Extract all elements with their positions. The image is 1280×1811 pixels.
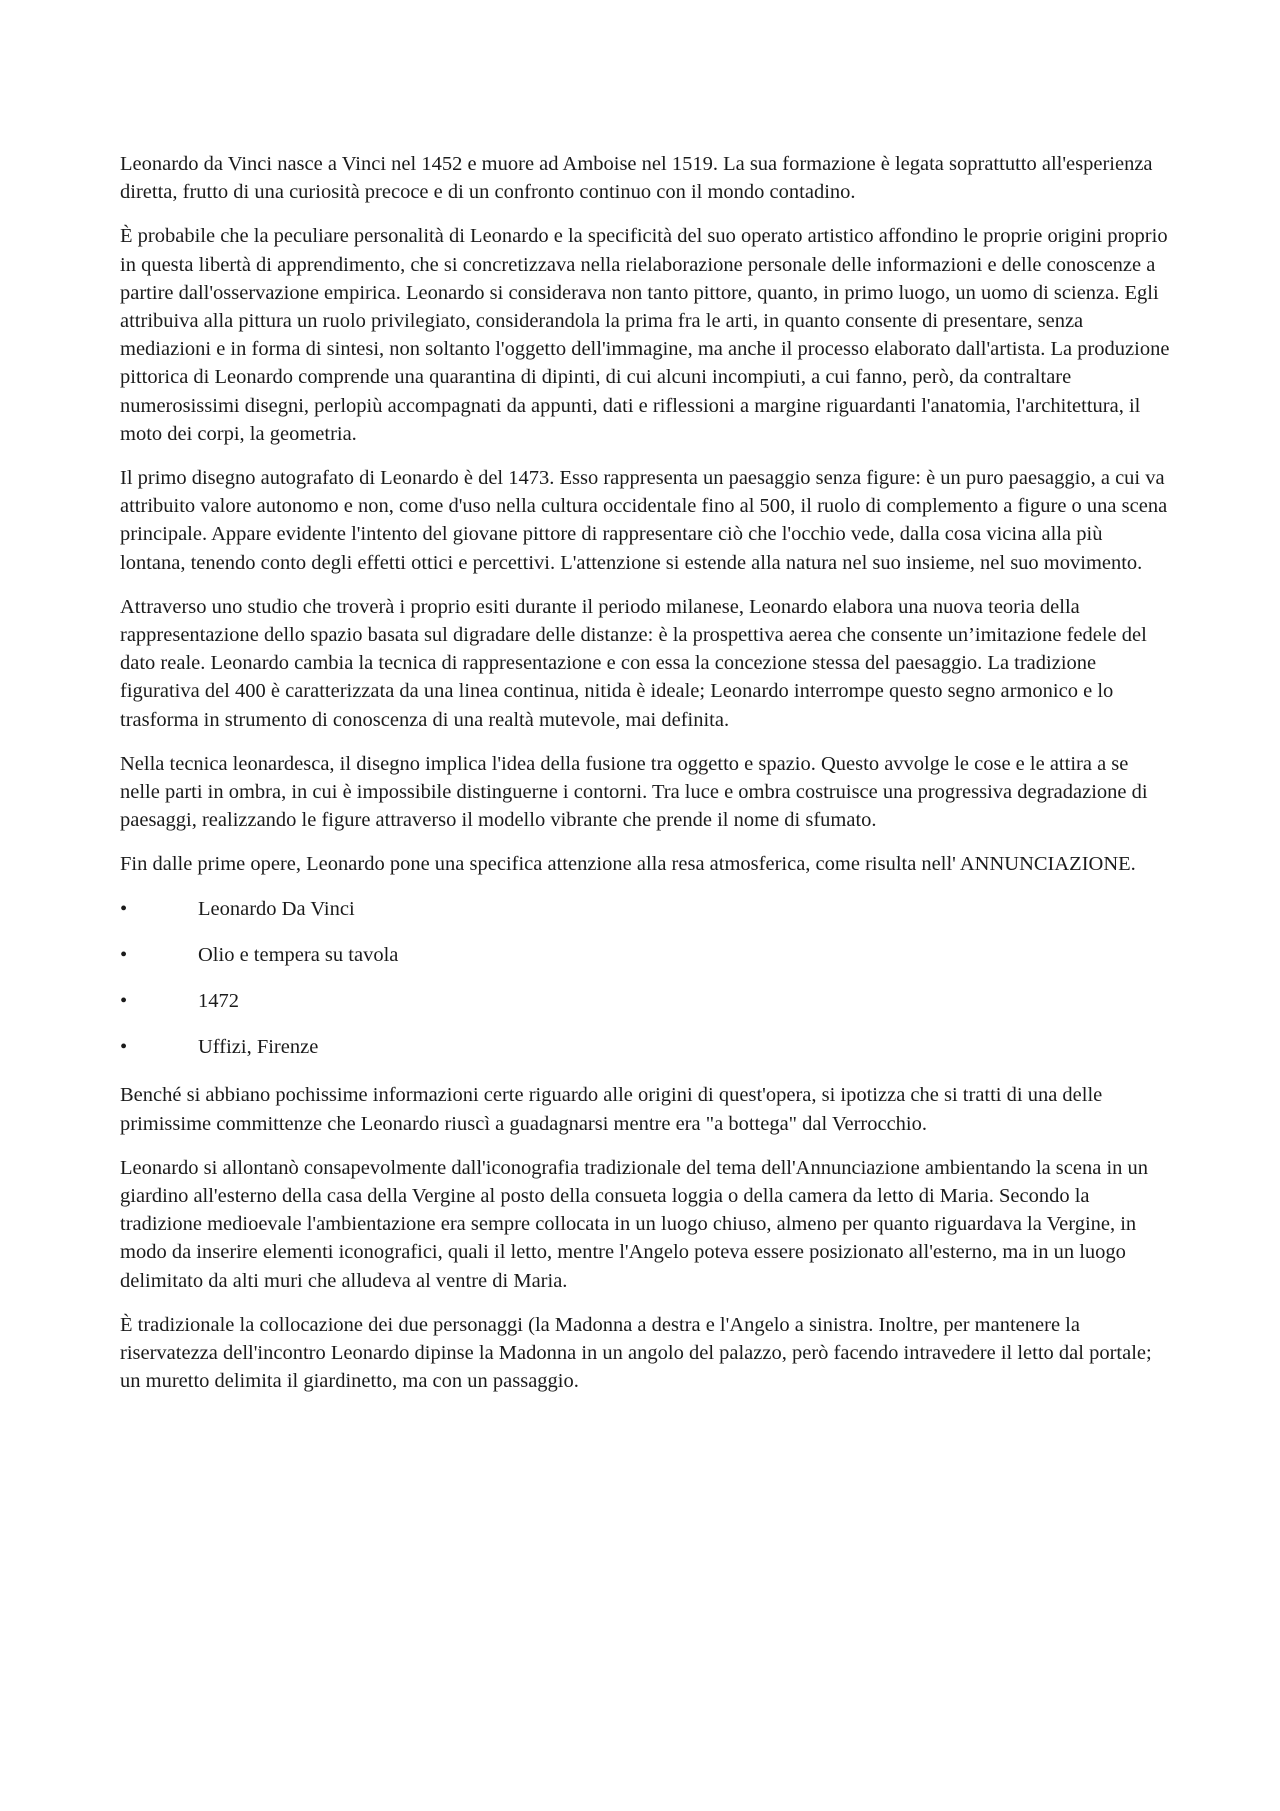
list-item-technique xyxy=(120,941,1170,969)
paragraph-first-drawing: Il primo disegno autografato di Leonardo è del 1473. Esso rappresenta un paesaggio senza figure: è un puro paesaggio, a cui va attribuito valore autonomo e non, come d'uso nella cultura occidentale fino al 500, il ruolo di complemento a figure o una scena principale. Appare evidente l'intento del giovane pittore di rappresentare ciò che l'occhio vede, dalla cosa vicina alla più lontana, tenendo conto degli effetti ottici e percettivi. L'attenzione si estende alla natura nel suo insieme, nel suo movimento. xyxy=(120,467,1168,574)
list-item-text: 1472 xyxy=(198,990,239,1013)
paragraph-sfumato: Nella tecnica leonardesca, il disegno implica l'idea della fusione tra oggetto e spazio. Questo avvolge le cose e le attira a se nelle parti in ombra, in cui è impossibile distinguerne i contorni. Tra luce e ombra costruisce una progressiva degradazione di paesaggi, realizzando le figure attraverso il modello vibrante che prende il nome di sfumato. xyxy=(120,752,1148,832)
list-item-text: Olio e tempera su tavola xyxy=(198,943,399,966)
paragraph-intro: Leonardo da Vinci nasce a Vinci nel 1452 e muore ad Amboise nel 1519. La sua formazione è legata soprattutto all'esperienza diretta, frutto di una curiosità precoce e di un confronto continuo con il mondo contadino. xyxy=(120,153,1153,204)
list-item-author xyxy=(120,895,1170,923)
paragraph-iconography: Leonardo si allontanò consapevolmente dall'iconografia tradizionale del tema dell'Annunciazione ambientando la scena in un giardino all'esterno della casa della Vergine al posto della consueta loggia o della camera da letto di Maria. Secondo la tradizione medioevale l'ambientazione era sempre collocata in un luogo chiuso, almeno per quanto riguardava la Vergine, in modo da inserire elementi iconografici, quali il letto, mentre l'Angelo poteva essere posizionato all'esterno, ma in un luogo delimitato da alti muri che alludeva al ventre di Maria. xyxy=(120,1156,1149,1292)
list-item-year xyxy=(120,987,1170,1015)
bullet-icon: • xyxy=(120,1036,128,1059)
list-item-text: Leonardo Da Vinci xyxy=(198,897,355,920)
paragraph-personality: È probabile che la peculiare personalità di Leonardo e la specificità del suo operato artistico affondino le proprie origini proprio in questa libertà di apprendimento, che si concretizzava nella rielaborazione personale delle informazioni e delle conoscenze a partire dall'osservazione empirica. Leonardo si considerava non tanto pittore, quanto, in primo luogo, un uomo di scienza. Egli attribuiva alla pittura un ruolo privilegiato, considerandola la prima fra le arti, in quanto consente di presentare, senza mediazioni e in forma di sintesi, non soltanto l'oggetto dell'immagine, ma anche il processo elaborato dall'artista. La produzione pittorica di Leonardo comprende una quarantina di dipinti, di cui alcuni incompiuti, a cui fanno, però, da contraltare numerosissimi disegni, perlopiù accompagnati da appunti, dati e riflessioni a margine riguardanti l'anatomia, l'architettura, il moto dei corpi, la geometria. xyxy=(120,225,1170,445)
list-item-text: Uffizi, Firenze xyxy=(198,1036,319,1059)
bullet-icon: • xyxy=(120,990,128,1013)
paragraph-commission: Benché si abbiano pochissime informazioni certe riguardo alle origini di quest'opera, si ipotizza che si tratti di una delle primissime committenze che Leonardo riuscì a guadagnarsi mentre era "a bottega" dal Verrocchio. xyxy=(120,1084,1103,1135)
bullet-icon: • xyxy=(120,897,128,920)
paragraph-annunciation-intro: Fin dalle prime opere, Leonardo pone una specifica attenzione alla resa atmosferica, come risulta nell' ANNUNCIAZIONE. xyxy=(120,853,1136,876)
document-page xyxy=(120,150,1170,1411)
paragraph-aerial-perspective: Attraverso uno studio che troverà i proprio esiti durante il periodo milanese, Leonardo elabora una nuova teoria della rappresentazione dello spazio basata sul digradare delle distanze: è la prospettiva aerea che consente un’imitazione fedele del dato reale. Leonardo cambia la tecnica di rappresentazione e con essa la concezione stessa del paesaggio. La tradizione figurativa del 400 è caratterizzata da una linea continua, nitida è ideale; Leonardo interrompe questo segno armonico e lo trasforma in strumento di conoscenza di una realtà mutevole, mai definita. xyxy=(120,595,1147,731)
artwork-details-list xyxy=(120,895,1170,1062)
paragraph-composition: È tradizionale la collocazione dei due personaggi (la Madonna a destra e l'Angelo a sinistra. Inoltre, per mantenere la riservatezza dell'incontro Leonardo dipinse la Madonna in un angolo del palazzo, però facendo intravedere il letto dal portale; un muretto delimita il giardinetto, ma con un passaggio. xyxy=(120,1313,1152,1393)
bullet-icon: • xyxy=(120,943,128,966)
list-item-location xyxy=(120,1033,1170,1061)
